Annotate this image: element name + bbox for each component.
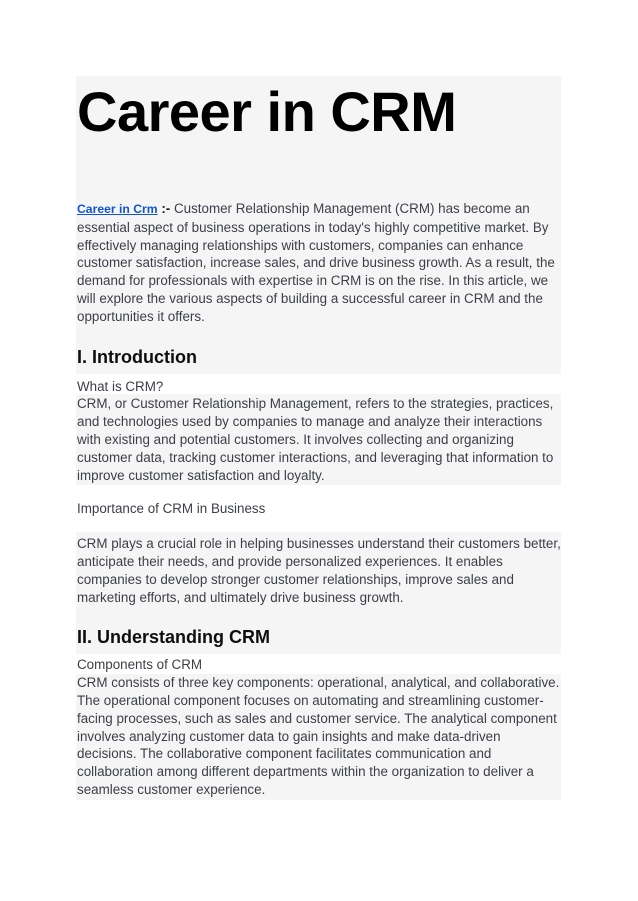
section-heading-understanding-crm: II. Understanding CRM [77, 627, 270, 648]
career-in-crm-link[interactable]: Career in Crm [77, 202, 158, 216]
paragraph-what-is-crm: CRM, or Customer Relationship Management, refers to the strategies, practices, and technologies used by companies to manage and analyze their interactions with existing and potential customers. It involves collecting and organizing customer data, tracking customer interactions, and leveraging that information to improve customer satisfaction and loyalty. [77, 396, 554, 483]
intro-text: Customer Relationship Management (CRM) has become an essential aspect of business operations in today's highly competitive market. By effectively managing relationships with customers, companies can enhance customer satisfaction, increase sales, and drive business growth. As a result, the demand for professionals with expertise in CRM is on the rise. In this article, we will explore the various aspects of building a successful career in CRM and the opportunities it offers. [77, 201, 555, 324]
subheading-importance-of-crm: Importance of CRM in Business [77, 501, 266, 517]
document-body [77, 78, 561, 799]
subheading-what-is-crm: What is CRM? [77, 378, 164, 394]
paragraph-components-of-crm: CRM consists of three key components: operational, analytical, and collaborative. The operational component focuses on automating and streamlining customer-facing processes, such as sales and customer service. The analytical component involves analyzing customer data to gain insights and make data-driven decisions. The collaborative component facilitates communication and collaboration among different departments within the organization to deliver a seamless customer experience. [77, 675, 560, 797]
intro-paragraph [77, 200, 561, 326]
intro-separator: :- [157, 201, 174, 216]
subheading-components-of-crm: Components of CRM [77, 657, 203, 673]
section-heading-introduction: I. Introduction [77, 346, 197, 367]
paragraph-importance-of-crm: CRM plays a crucial role in helping businesses understand their customers better, anticipate their needs, and provide personalized experiences. It enables companies to develop stronger customer relationships, improve sales and marketing efforts, and ultimately drive business growth. [77, 536, 561, 605]
page-title: Career in CRM [77, 80, 457, 143]
